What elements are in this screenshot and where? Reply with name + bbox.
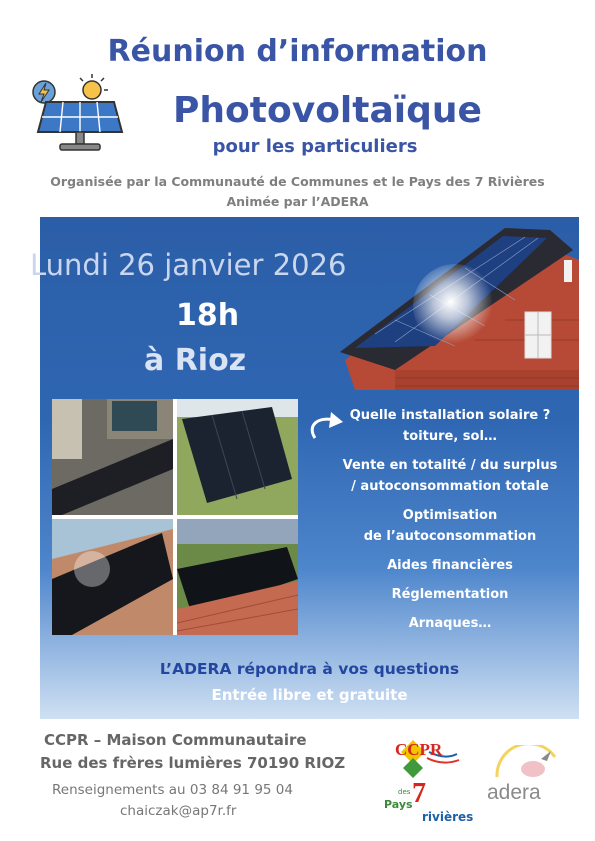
adera-logo <box>485 745 565 805</box>
answer-text: L’ADERA répondra à vos questions <box>159 660 460 678</box>
photo-bottom-left <box>52 519 173 635</box>
event-place: à Rioz <box>144 343 247 378</box>
house-photo <box>335 220 579 390</box>
organizer-text: Organisée par la Communauté de Communes et le Pays des 7 Rivières <box>50 174 545 189</box>
topic-item: Vente en totalité / du surplus <box>342 458 558 473</box>
topic-item: toiture, sol… <box>403 429 497 444</box>
pays-7-rivieres-logo <box>382 778 474 828</box>
topic-item: Aides financières <box>387 558 513 573</box>
photo-top-left <box>52 399 173 515</box>
event-time: 18h <box>176 298 240 333</box>
title-line-1: Réunion d’information <box>107 34 488 69</box>
photo-bottom-right <box>177 519 298 635</box>
event-date: Lundi 26 janvier 2026 <box>30 248 347 282</box>
organizers-block <box>0 172 595 212</box>
animator-text: Animée par l’ADERA <box>226 194 369 209</box>
pays-logo-top: Pays <box>384 798 413 811</box>
topic-item: Réglementation <box>391 587 509 602</box>
topics-list <box>330 405 570 634</box>
topic-item: Optimisation <box>402 508 498 523</box>
topic-item: Arnaques… <box>408 616 492 631</box>
topic-item: / autoconsommation totale <box>351 479 549 494</box>
pays-logo-bottom: rivières <box>422 810 474 824</box>
entry-text: Entrée libre et gratuite <box>211 686 408 704</box>
address-text: Rue des frères lumières 70190 RIOZ <box>40 754 346 772</box>
title-line-2: Photovoltaïque <box>173 90 482 131</box>
email-text: chaiczak@ap7r.fr <box>120 803 237 819</box>
photo-top-right <box>177 399 298 515</box>
ccpr-logo-text: CCPR <box>395 740 443 759</box>
pays-logo-num: 7 <box>412 778 426 809</box>
title-line-3: pour les particuliers <box>212 136 418 157</box>
photo-collage <box>52 399 298 635</box>
pays-logo-des: des <box>398 788 411 796</box>
adera-logo-text: adera <box>487 781 541 804</box>
topic-item: Quelle installation solaire ? <box>349 408 551 423</box>
topic-item: de l’autoconsommation <box>363 529 537 544</box>
ccpr-logo <box>385 732 465 780</box>
venue-text: CCPR – Maison Communautaire <box>44 731 307 749</box>
phone-text: Renseignements au 03 84 91 95 04 <box>52 782 293 798</box>
